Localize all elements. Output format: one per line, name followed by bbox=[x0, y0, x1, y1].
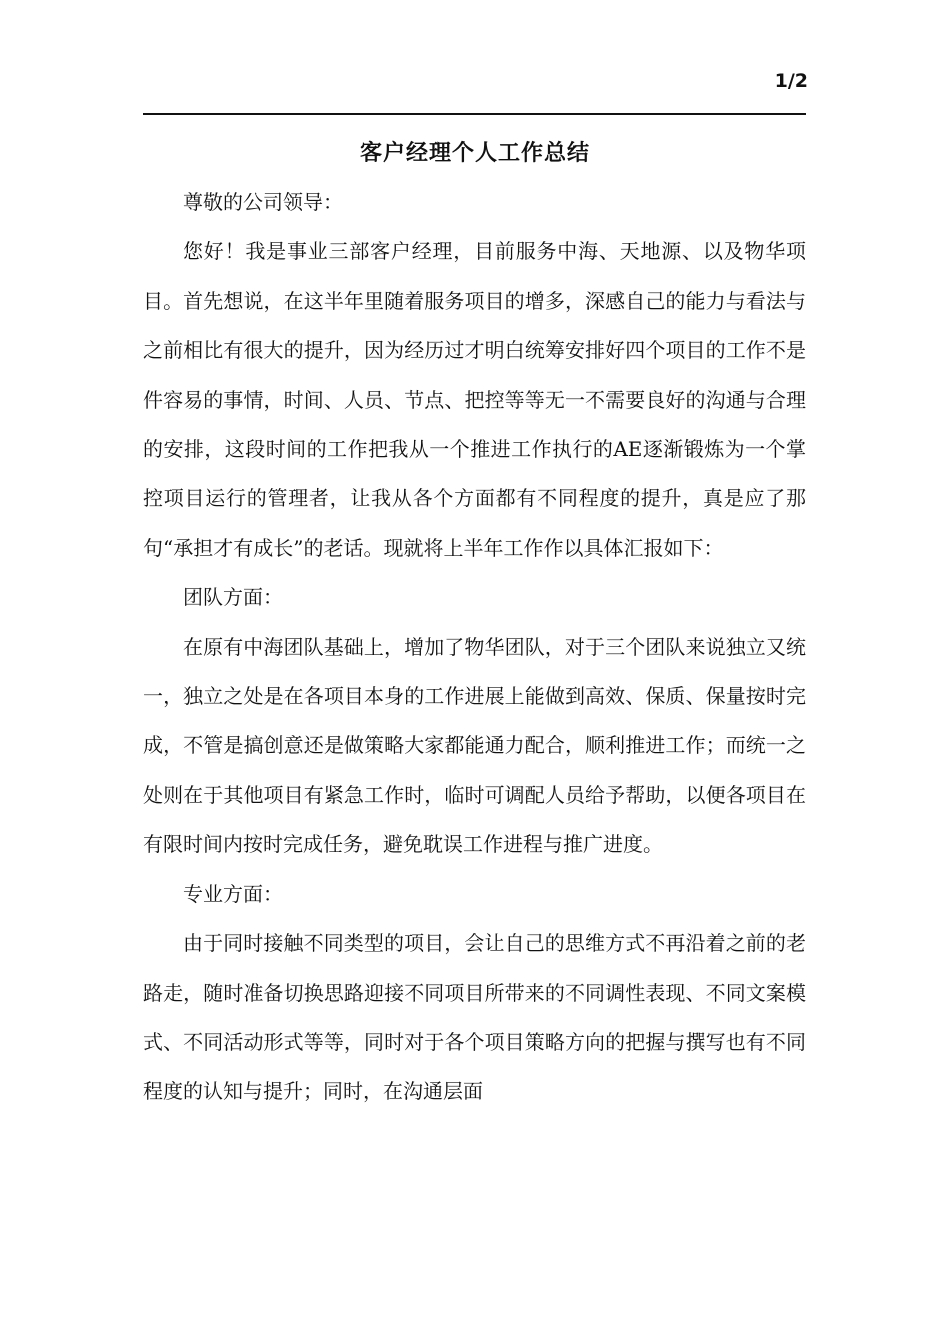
paragraph-team: 在原有中海团队基础上，增加了物华团队，对于三个团队来说独立又统一，独立之处是在各项目本身的工作进展上能做到高效、保质、保量按时完成，不管是搞创意还是做策略大家都能通力配合，顺利推进工作；而统一之处则在于其他项目有紧急工作时，临时可调配人员给予帮助，以便各项目在有限时间内按时完成任务，避免耽误工作进程与推广进度。 bbox=[143, 634, 806, 857]
page-number: 1/2 bbox=[774, 70, 808, 92]
document-body bbox=[143, 178, 806, 1117]
paragraph-professional: 由于同时接触不同类型的项目，会让自己的思维方式不再沿着之前的老路走，随时准备切换思路迎接不同项目所带来的不同调性表现、不同文案模式、不同活动形式等等，同时对于各个项目策略方向的把握与撰写也有不同程度的认知与提升；同时，在沟通层面 bbox=[143, 931, 806, 1104]
header-divider bbox=[143, 113, 806, 115]
document-title: 客户经理个人工作总结 bbox=[359, 140, 590, 166]
paragraph-intro: 您好！我是事业三部客户经理，目前服务中海、天地源、以及物华项目。首先想说，在这半年里随着服务项目的增多，深感自己的能力与看法与之前相比有很大的提升，因为经历过才明白统筹安排好四个项目的工作不是件容易的事情，时间、人员、节点、把控等等无一不需要良好的沟通与合理的安排，这段时间的工作把我从一个推进工作执行的AE逐渐锻炼为一个掌控项目运行的管理者，让我从各个方面都有不同程度的提升，真是应了那句“承担才有成长”的老话。现就将上半年工作作以具体汇报如下： bbox=[143, 239, 806, 560]
section-heading-team: 团队方面： bbox=[183, 585, 283, 610]
salutation: 尊敬的公司领导： bbox=[183, 190, 343, 214]
section-heading-professional: 专业方面： bbox=[183, 881, 283, 906]
